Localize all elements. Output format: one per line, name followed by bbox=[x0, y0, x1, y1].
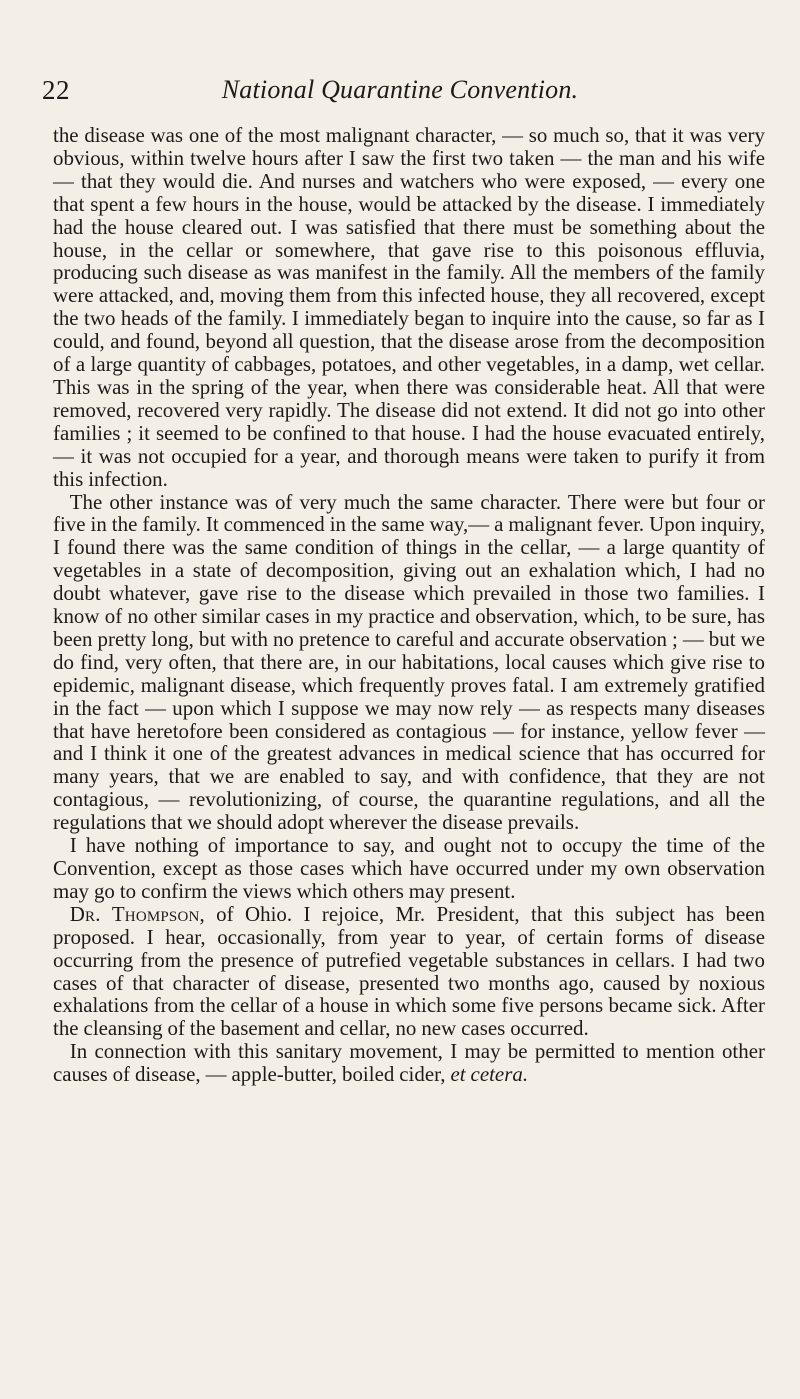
paragraph-5-text: In connection with this sanitary movement, I may be permitted to mention other causes of disease, — apple-butter, boiled cider, bbox=[53, 1039, 765, 1087]
paragraph-4-text: , of Ohio. I rejoice, Mr. President, that this subject has been proposed. I hear, occasionally, from year to year, of certain forms of disease occurring from the presence of putrefied vegetable substances in cellars. I had two cases of that character of disease, presented two months ago, caused by noxious exhalations from the cellar of a house in which some five persons became sick. After the cleansing of the basement and cellar, no new cases occurred. bbox=[53, 901, 765, 1041]
paragraph-2: The other instance was of very much the same character. There were but four or five in the family. It commenced in the same way,— a malignant fever. Upon inquiry, I found there was the same condition of things in the cellar, — a large quantity of vegetables in a state of decomposition, giving out an exhalation which, I had no doubt whatever, gave rise to the disease which prevailed in those two families. I know of no other similar cases in my practice and observation, which, to be sure, has been pretty long, but with no pretence to careful and accurate observation ; — but we do find, very often, that there are, in our habitations, local causes which give rise to epidemic, malignant disease, which frequently proves fatal. I am extremely gratified in the fact — upon which I suppose we may now rely — as respects many diseases that have heretofore been considered as contagious — for instance, yellow fever — and I think it one of the greatest advances in medical science that has occurred for many years, that we are enabled to say, and with confidence, that they are not contagious, — revolutionizing, of course, the quarantine regulations, and all the regulations that we should adopt wherever the disease prevails. bbox=[53, 489, 765, 835]
body-text bbox=[53, 124, 765, 1086]
paragraph-3: I have nothing of importance to say, and ought not to occupy the time of the Convention, except as those cases which have occurred under my own observation may go to confirm the views which others may present. bbox=[53, 833, 765, 903]
running-title: National Quarantine Convention. bbox=[221, 75, 579, 104]
page-header bbox=[0, 74, 800, 106]
paragraph-5 bbox=[53, 1040, 765, 1086]
speaker-name: Dr. Thompson bbox=[69, 901, 200, 926]
paragraph-1: the disease was one of the most malignant character, — so much so, that it was very obvious, within twelve hours after I saw the first two taken — the man and his wife — that they would die. And nurses and watchers who were exposed, — every one that spent a few hours in the house, would be attacked by the disease. I immediately had the house cleared out. I was satisfied that there must be something about the house, in the cellar or somewhere, that gave rise to this poisonous effluvia, producing such disease as was manifest in the family. All the members of the family were attacked, and, moving them from this infected house, they all recovered, except the two heads of the family. I immediately began to inquire into the cause, so far as I could, and found, beyond all question, that the disease arose from the decomposition of a large quantity of cabbages, potatoes, and other vegetables, in a damp, wet cellar. This was in the spring of the year, when there was considerable heat. All that were removed, recovered very rapidly. The disease did not extend. It did not go into other families ; it seemed to be confined to that house. I had the house evacuated entirely, — it was not occupied for a year, and thorough means were taken to purify it from this infection. bbox=[53, 123, 765, 491]
page-number: 22 bbox=[42, 75, 70, 105]
paragraph-4 bbox=[53, 903, 765, 1040]
paragraph-5-italic-tail: et cetera. bbox=[450, 1062, 529, 1087]
